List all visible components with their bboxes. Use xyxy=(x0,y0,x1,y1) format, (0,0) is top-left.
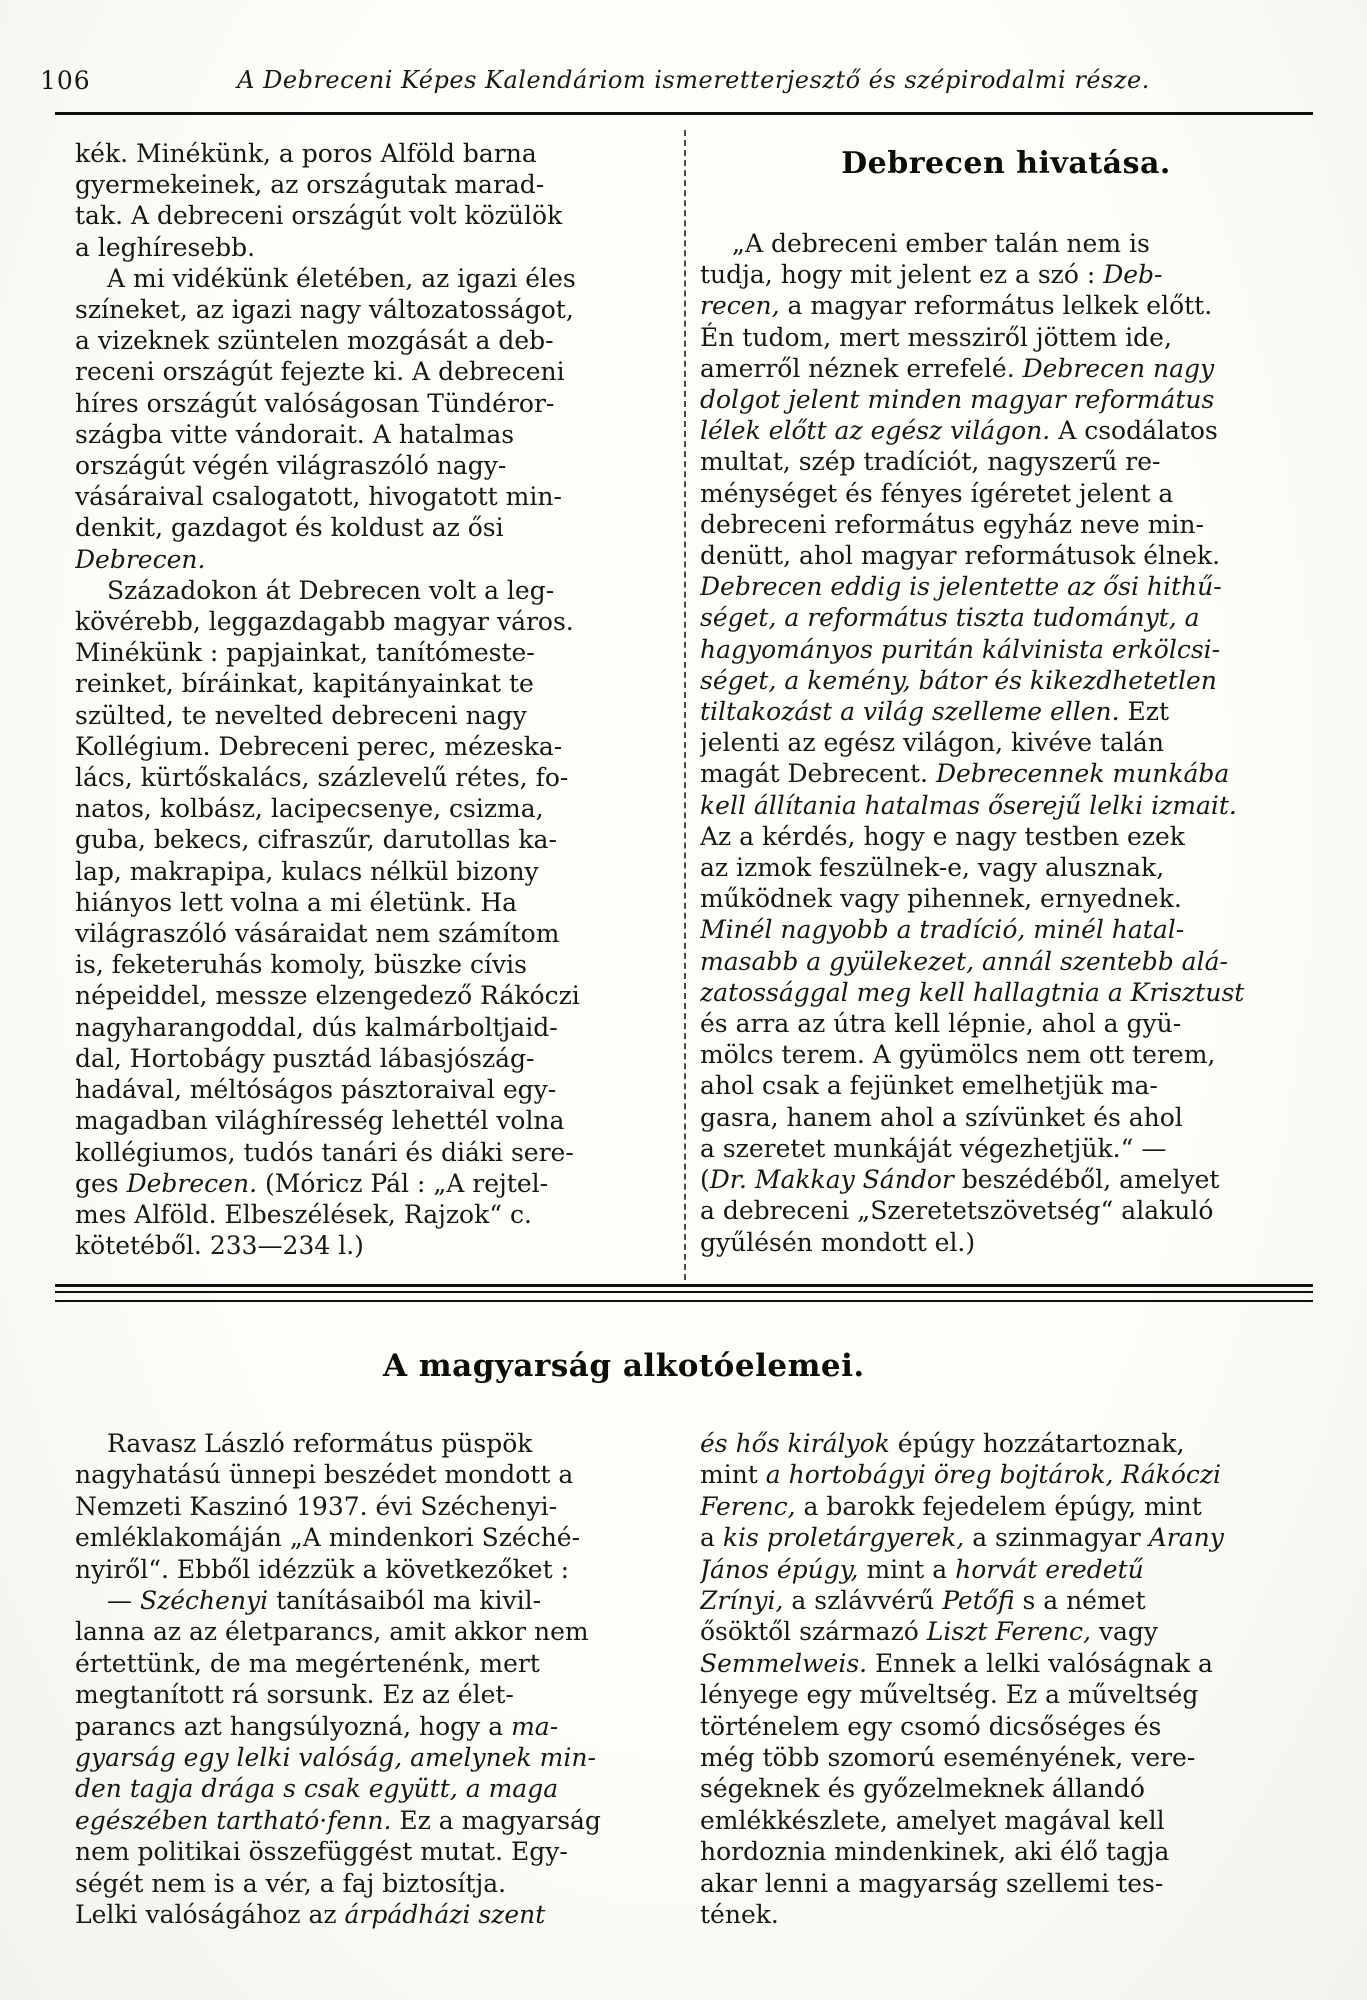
section2-left-column xyxy=(75,1428,667,1931)
text-line xyxy=(75,294,667,325)
text-run: hiányos lett volna a mi életünk. Ha xyxy=(75,887,518,917)
text-run: világraszóló vásáraidat nem számítom xyxy=(75,919,560,949)
text-run: Deb- xyxy=(1103,260,1163,290)
text-line xyxy=(700,540,1312,571)
text-run: Minékünk : papjainkat, tanítómeste- xyxy=(75,638,535,668)
text-run: Zrínyi, xyxy=(700,1586,784,1616)
text-line xyxy=(700,478,1312,509)
text-line xyxy=(700,1679,1312,1710)
text-run: Debrecen. xyxy=(75,544,206,574)
text-run: kollégiumos, tudós tanári és diáki sere- xyxy=(75,1137,574,1167)
text-run: Semmelweis. xyxy=(700,1648,868,1678)
text-line xyxy=(75,887,667,918)
text-run: a szlávvérű xyxy=(783,1586,943,1616)
text-run: Ez a magyarság xyxy=(391,1805,601,1835)
text-run: lács, kürtőskalács, százlevelű rétes, fo- xyxy=(75,763,569,793)
text-line xyxy=(700,509,1312,540)
text-line xyxy=(75,856,667,887)
text-run: parancs azt hangsúlyozná, hogy a xyxy=(75,1711,512,1741)
text-line xyxy=(700,852,1312,883)
text-run: a hortobágyi öreg bojtárok, Rákóczi xyxy=(765,1460,1222,1490)
text-run: kék. Minékünk, a poros Alföld barna xyxy=(75,139,537,168)
text-run: masabb a gyülekezet, annál szentebb alá- xyxy=(700,946,1228,976)
text-run: egészében tartható·fenn. xyxy=(75,1805,392,1835)
text-run: ménységet és fényes ígéretet jelent a xyxy=(700,478,1174,508)
text-line xyxy=(75,606,667,637)
text-line xyxy=(75,668,667,699)
text-run: hadával, méltóságos pásztoraival egy- xyxy=(75,1075,557,1105)
text-line xyxy=(700,1836,1312,1867)
text-line xyxy=(700,1039,1312,1070)
text-run: (Móricz Pál : „A rejtel- xyxy=(257,1168,549,1198)
text-line xyxy=(700,1008,1312,1039)
text-run: natos, kolbász, lacipecsenye, csizma, xyxy=(75,794,544,824)
text-line xyxy=(75,731,667,762)
text-line xyxy=(75,575,667,606)
text-line xyxy=(700,353,1312,384)
text-line xyxy=(700,322,1312,353)
text-run: magadban világhíresség lehettél volna xyxy=(75,1106,565,1136)
text-line xyxy=(75,1711,667,1742)
text-run: guba, bekecs, cifraszűr, darutollas ka- xyxy=(75,825,557,855)
divider-line xyxy=(55,1300,1313,1302)
text-line xyxy=(75,200,667,231)
text-run: Ferenc, xyxy=(700,1491,796,1521)
text-line xyxy=(700,1616,1312,1647)
text-run: jelenti az egész világon, kivéve talán xyxy=(700,728,1164,758)
text-run: Az a kérdés, hogy e nagy testben ezek xyxy=(700,821,1185,851)
text-line xyxy=(75,1230,667,1261)
text-line xyxy=(75,232,667,263)
text-run: tudja, hogy mit jelent ez a szó : xyxy=(700,260,1104,290)
text-line xyxy=(75,1491,667,1522)
text-line xyxy=(700,1491,1312,1522)
text-run: gyarság egy lelki valóság, amelynek min- xyxy=(75,1743,596,1773)
text-line xyxy=(75,481,667,512)
text-line xyxy=(75,544,667,575)
text-run: népeiddel, messze elzengedező Rákóczi xyxy=(75,981,580,1011)
text-run: országút végén világraszóló nagy- xyxy=(75,451,507,481)
text-line xyxy=(75,1868,667,1899)
text-line xyxy=(75,356,667,387)
text-line xyxy=(75,824,667,855)
text-line xyxy=(75,263,667,294)
text-line xyxy=(700,1459,1312,1490)
text-line xyxy=(700,883,1312,914)
text-run: kell állítania hatalmas őserejű lelki izmait. xyxy=(700,790,1237,820)
text-line xyxy=(75,1616,667,1647)
text-run: emléklakomáján „A mindenkori Széché- xyxy=(75,1523,581,1553)
article-heading-magyarsag-alkotoelemei: A magyarság alkotóelemei. xyxy=(383,1348,865,1384)
text-run: gyűlésén mondott el.) xyxy=(700,1227,976,1257)
text-line xyxy=(75,169,667,200)
text-run: séget, a kemény, bátor és kikezdhetetlen xyxy=(700,665,1217,695)
text-run: lényege egy műveltség. Ez a műveltség xyxy=(700,1680,1199,1710)
text-line xyxy=(75,1648,667,1679)
text-run: Kollégium. Debreceni perec, mézeska- xyxy=(75,731,563,761)
text-line xyxy=(700,1554,1312,1585)
text-run: reinket, bíráinkat, kapitányainkat te xyxy=(75,669,534,699)
text-line xyxy=(700,1070,1312,1101)
text-run: lanna az az életparancs, amit akkor nem xyxy=(75,1617,589,1647)
text-line xyxy=(700,665,1312,696)
text-line xyxy=(700,977,1312,1008)
text-run: hordoznia mindenkinek, aki élő tagja xyxy=(700,1837,1170,1867)
text-run: lap, makrapipa, kulacs nélkül bizony xyxy=(75,856,539,886)
text-run: séget, a református tiszta tudományt, a xyxy=(700,603,1200,633)
text-run: Debrecen nagy xyxy=(1022,353,1215,383)
text-line xyxy=(75,1679,667,1710)
text-run: ségét nem is a vér, a faj biztosítja. xyxy=(75,1868,507,1898)
text-line xyxy=(700,727,1312,758)
text-line xyxy=(700,1102,1312,1133)
text-line xyxy=(75,388,667,419)
text-run: s a német xyxy=(1014,1586,1146,1616)
text-line xyxy=(75,1836,667,1867)
text-line xyxy=(75,1899,667,1930)
text-line xyxy=(700,384,1312,415)
text-run: dolgot jelent minden magyar református xyxy=(700,385,1215,415)
text-line xyxy=(75,1074,667,1105)
text-run: recen, xyxy=(700,291,780,321)
text-run: Századokon át Debrecen volt a leg- xyxy=(107,575,555,605)
text-line xyxy=(700,1428,1312,1459)
text-line xyxy=(700,1868,1312,1899)
text-run: tanításaiból ma kivil- xyxy=(268,1586,542,1616)
text-line xyxy=(75,980,667,1011)
text-run: zatossággal meg kell hallagtnia a Krisztust xyxy=(700,977,1245,1007)
text-line xyxy=(75,1773,667,1804)
text-line xyxy=(75,1012,667,1043)
text-run: vagy xyxy=(1090,1617,1159,1647)
text-line xyxy=(700,571,1312,602)
text-run: Széchenyi xyxy=(139,1586,269,1616)
text-run: Minél nagyobb a tradíció, minél hatal- xyxy=(700,915,1185,945)
section-divider-rules xyxy=(55,1284,1313,1302)
text-run: Debrecen. xyxy=(126,1168,258,1198)
text-line xyxy=(700,1522,1312,1553)
text-line xyxy=(700,602,1312,633)
text-run: a szinmagyar xyxy=(964,1523,1149,1553)
text-line xyxy=(700,1164,1312,1195)
text-line xyxy=(700,790,1312,821)
text-run: Lelki valóságához az xyxy=(75,1900,345,1930)
text-run: tiltakozást a világ szelleme ellen. xyxy=(700,697,1120,727)
text-run: magát Debrecent. xyxy=(700,759,936,789)
text-run: kövérebb, leggazdagabb magyar város. xyxy=(75,607,574,637)
text-line xyxy=(700,228,1312,259)
text-run: „A debreceni ember talán nem is xyxy=(732,229,1150,258)
text-run: árpádházi szent xyxy=(344,1900,546,1930)
text-line xyxy=(700,1711,1312,1742)
text-line xyxy=(700,1648,1312,1679)
text-run: emlékkészlete, amelyet magával kell xyxy=(700,1805,1165,1835)
text-run: gasra, hanem ahol a szívünket és ahol xyxy=(700,1102,1183,1132)
text-run: értettünk, de ma megértenénk, mert xyxy=(75,1648,540,1678)
text-run: nagyhatású ünnepi beszédet mondott a xyxy=(75,1460,574,1490)
text-run: ges xyxy=(75,1168,127,1198)
text-line xyxy=(75,512,667,543)
section1-right-column-text xyxy=(700,228,1312,1258)
text-run: a magyar református lelkek előtt. xyxy=(779,291,1213,321)
text-run: Ravasz László református püspök xyxy=(107,1429,533,1458)
text-line xyxy=(700,290,1312,321)
text-run: Dr. Makkay Sándor xyxy=(709,1165,954,1195)
text-run: Debrecen eddig is jelentette az ősi hithű- xyxy=(700,572,1222,602)
text-line xyxy=(75,1428,667,1459)
text-run: lélek előtt az egész világon. xyxy=(700,416,1051,446)
text-run: híres országút valóságosan Tündéror- xyxy=(75,388,555,418)
text-run: den tagja drága s csak együtt, a maga xyxy=(75,1774,559,1804)
text-run: hagyományos puritán kálvinista erkölcsi- xyxy=(700,634,1221,664)
text-line xyxy=(75,1105,667,1136)
text-line xyxy=(700,758,1312,789)
text-run: működnek vagy pihennek, ernyednek. xyxy=(700,884,1182,914)
text-run: mint a xyxy=(858,1554,956,1584)
text-run: ( xyxy=(700,1165,710,1195)
text-run: A mi vidékünk életében, az igazi éles xyxy=(107,263,576,293)
section1-right-column xyxy=(700,130,1312,1258)
text-run: horvát eredetű xyxy=(955,1554,1144,1584)
text-run: és hős királyok xyxy=(700,1429,890,1458)
text-line xyxy=(75,1043,667,1074)
text-line xyxy=(700,1227,1312,1258)
text-line xyxy=(75,1554,667,1585)
text-line xyxy=(75,1522,667,1553)
text-run: debreceni református egyház neve min- xyxy=(700,509,1204,539)
text-run: szülted, te nevelted debreceni nagy xyxy=(75,700,527,730)
text-line xyxy=(700,696,1312,727)
text-line xyxy=(700,1899,1312,1930)
text-line xyxy=(700,914,1312,945)
text-run: János épúgy, xyxy=(700,1554,859,1584)
text-run: Én tudom, mert messziről jöttem ide, xyxy=(700,322,1172,352)
text-line xyxy=(75,138,667,169)
text-run: nem politikai összefüggést mutat. Egy- xyxy=(75,1837,568,1867)
text-run: szágba vitte vándorait. A hatalmas xyxy=(75,419,515,449)
divider-line xyxy=(55,1291,1313,1293)
text-run: a vizeknek szüntelen mozgását a deb- xyxy=(75,326,554,356)
text-line xyxy=(700,946,1312,977)
text-run: gyermekeinek, az országutak marad- xyxy=(75,170,545,200)
text-run: történelem egy csomó dicsőséges és xyxy=(700,1711,1162,1741)
text-line xyxy=(75,1137,667,1168)
article-heading-debrecen-hivatasa: Debrecen hivatása. xyxy=(841,146,1171,181)
text-run: nagyharangoddal, dús kalmárboltjaid- xyxy=(75,1012,558,1042)
text-run: ma- xyxy=(511,1711,559,1741)
text-run: Nemzeti Kaszinó 1937. évi Széchenyi- xyxy=(75,1491,558,1521)
text-line xyxy=(700,259,1312,290)
text-run: Arany xyxy=(1148,1523,1224,1553)
text-run: beszédéből, amelyet xyxy=(953,1165,1220,1195)
section2-right-column xyxy=(700,1428,1312,1931)
text-run: receni országút fejezte ki. A debreceni xyxy=(75,357,565,387)
text-run: a barokk fejedelem épúgy, mint xyxy=(795,1491,1202,1521)
text-line xyxy=(75,450,667,481)
text-run: Ezt xyxy=(1119,697,1169,727)
text-line xyxy=(75,1199,667,1230)
text-line xyxy=(75,793,667,824)
text-run: A csodálatos xyxy=(1050,416,1218,446)
text-line xyxy=(75,1585,667,1616)
text-run: denkit, gazdagot és koldust az ősi xyxy=(75,513,504,543)
text-line xyxy=(700,1742,1312,1773)
text-run: akar lenni a magyarság szellemi tes- xyxy=(700,1868,1164,1898)
text-line xyxy=(700,1133,1312,1164)
text-run: még több szomorú eseményének, vere- xyxy=(700,1743,1196,1773)
text-line xyxy=(700,1805,1312,1836)
text-run: is, feketeruhás komoly, büszke cívis xyxy=(75,950,527,980)
text-line xyxy=(75,1459,667,1490)
text-run: kötetéből. 233—234 l.) xyxy=(75,1231,364,1261)
header-rule xyxy=(55,112,1313,115)
text-run: mes Alföld. Elbeszélések, Rajzok“ c. xyxy=(75,1199,532,1229)
text-line xyxy=(700,446,1312,477)
text-line xyxy=(75,1742,667,1773)
text-run: a debreceni „Szeretetszövetség“ alakuló xyxy=(700,1196,1214,1226)
text-run: Liszt Ferenc, xyxy=(926,1617,1091,1647)
text-line xyxy=(700,1773,1312,1804)
text-run: — xyxy=(107,1586,140,1616)
text-run: Petőfi xyxy=(942,1586,1015,1616)
text-line xyxy=(75,637,667,668)
text-run: megtanított rá sorsunk. Ez az élet- xyxy=(75,1680,514,1710)
divider-line xyxy=(55,1284,1313,1287)
text-run: nyiről“. Ebből idézzük a következőket : xyxy=(75,1554,570,1584)
text-run: ősöktől származó xyxy=(700,1617,927,1647)
text-run: tak. A debreceni országút volt közülök xyxy=(75,201,563,231)
text-line xyxy=(75,325,667,356)
text-run: a szeretet munkáját végezhetjük.“ — xyxy=(700,1133,1167,1163)
text-line xyxy=(700,634,1312,665)
text-line xyxy=(700,1585,1312,1616)
section1-left-column xyxy=(75,130,667,1261)
text-line xyxy=(75,419,667,450)
text-run: a xyxy=(700,1523,723,1553)
text-line xyxy=(700,1195,1312,1226)
text-line xyxy=(75,700,667,731)
column-divider-rule xyxy=(684,130,686,1280)
text-line xyxy=(75,949,667,980)
text-run: amerről néznek errefelé. xyxy=(700,353,1023,383)
text-run: Ennek a lelki valóságnak a xyxy=(867,1648,1213,1678)
text-line xyxy=(700,415,1312,446)
text-run: vásáraival csalogatott, hivogatott min- xyxy=(75,482,562,512)
text-run: Debrecennek munkába xyxy=(935,759,1230,789)
text-run: tének. xyxy=(700,1900,779,1930)
text-run: és arra az útra kell lépnie, ahol a gyü- xyxy=(700,1009,1182,1039)
text-run: az izmok feszülnek-e, vagy alusznak, xyxy=(700,853,1165,883)
text-run: denütt, ahol magyar reformátusok élnek. xyxy=(700,541,1221,571)
page-number: 106 xyxy=(40,66,91,95)
text-run: ségeknek és győzelmeknek állandó xyxy=(700,1774,1145,1804)
text-run: kis proletárgyerek, xyxy=(722,1523,965,1553)
text-run: mölcs terem. A gyümölcs nem ott terem, xyxy=(700,1040,1216,1070)
text-line xyxy=(700,821,1312,852)
text-run: színeket, az igazi nagy változatosságot, xyxy=(75,295,574,325)
text-line xyxy=(75,1805,667,1836)
text-line xyxy=(75,918,667,949)
text-run: ahol csak a fejünket emelhetjük ma- xyxy=(700,1071,1158,1101)
text-line xyxy=(75,762,667,793)
text-line xyxy=(75,1168,667,1199)
running-header-title: A Debreceni Képes Kalendáriom ismeretterjesztő és szépirodalmi része. xyxy=(237,66,1150,94)
text-run: mint xyxy=(700,1460,766,1490)
text-run: dal, Hortobágy pusztád lábasjószág- xyxy=(75,1043,535,1073)
text-run: multat, szép tradíciót, nagyszerű re- xyxy=(700,447,1161,477)
text-run: a leghíresebb. xyxy=(75,232,256,262)
text-run: épúgy hozzátartoznak, xyxy=(889,1429,1185,1458)
